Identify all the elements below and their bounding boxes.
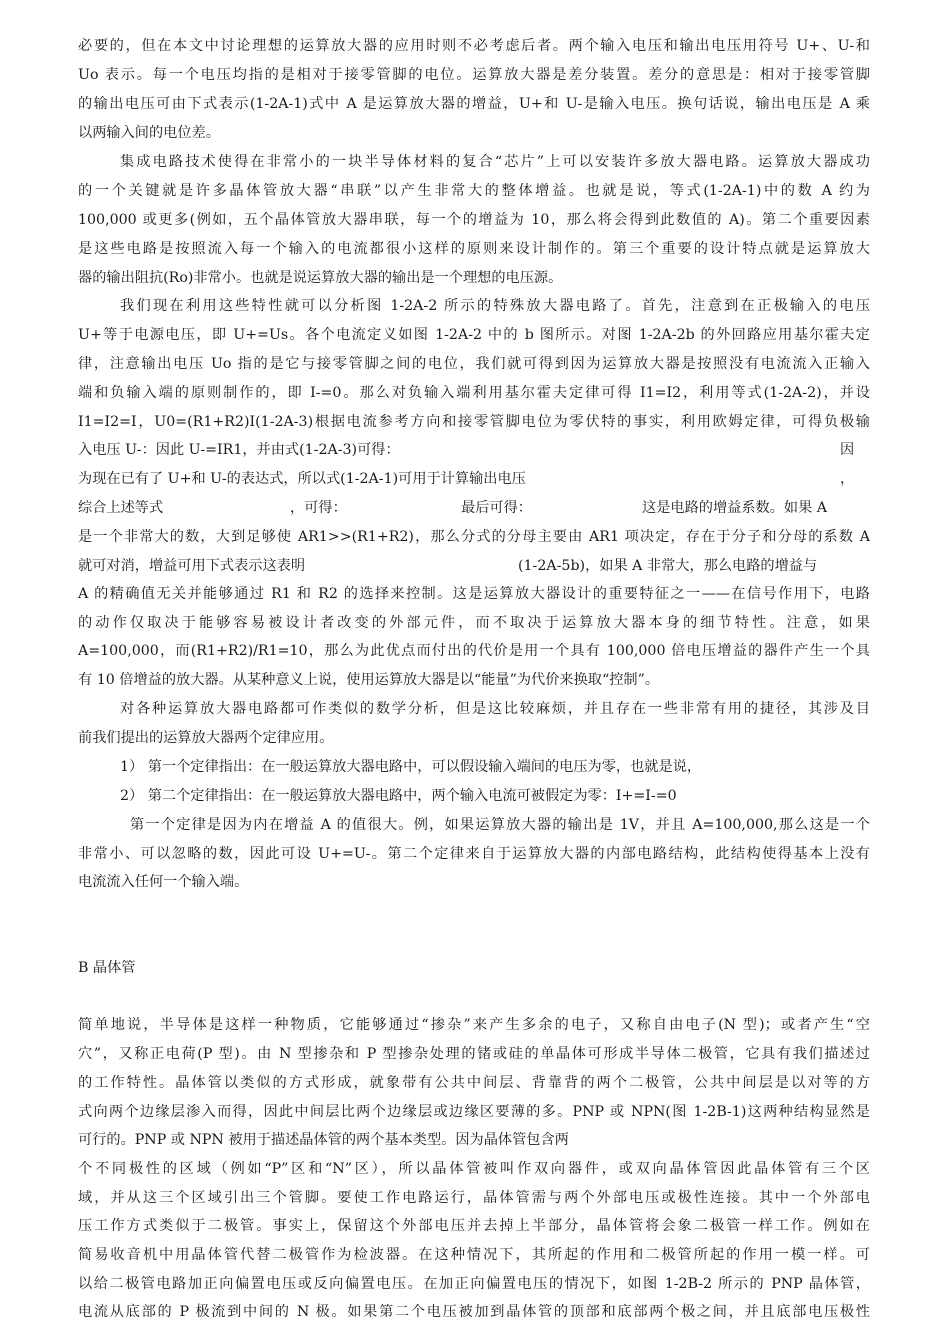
text-line: 是一个非常大的数，大到足够使 AR1>>(R1+R2)，那么分式的分母主要由 AR1 项决定，存在于分子和分母的系数 A <box>78 529 870 545</box>
text-line: 的工作特性。晶体管以类似的方式形成，就象带有公共中间层、背靠背的两个二极管，公共中间层是以对等的方 <box>78 1075 870 1091</box>
text-line: 压工作方式类似于二极管。事实上，保留这个外部电压并去掉上半部分，晶体管将会象二极管一样工作。例如在 <box>78 1218 870 1234</box>
paragraph-start: 第一个定律是因为内在增益 A 的值很大。例，如果运算放大器的输出是 1V，并且 A=100,000,那么这是一个 <box>130 817 870 833</box>
text-line: 前我们提出的运算放大器两个定律应用。 <box>78 730 334 746</box>
paragraph-start: 我们现在利用这些特性就可以分析图 1-2A-2 所示的特殊放大器电路了。首先，注意到在正极输入的电压 <box>120 298 870 314</box>
text-line: 律，注意输出电压 Uo 指的是它与接零管脚之间的电位，我们就可得到因为运算放大器是按照没有电流流入正输入 <box>78 356 870 372</box>
text-line: 电流从底部的 P 极流到中间的 N 极。如果第二个电压被加到晶体管的顶部和底部两个极之间，并且底部电压极性 <box>78 1304 870 1320</box>
section-heading: B 晶体管 <box>78 960 136 976</box>
text-segment: 入电压 U-：因此 U-=IR1，并由式(1-2A-3)可得： <box>78 442 400 458</box>
text-line: 穴”，又称正电荷(P 型)。由 N 型掺杂和 P 型掺杂处理的锗或硅的单晶体可形成半导体二极管，它具有我们描述过 <box>78 1046 870 1062</box>
text-line: 非常小、可以忽略的数，因此可设 U+=U-。第二个定律来自于运算放大器的内部电路结构，此结构使得基本上没有 <box>78 846 870 862</box>
text-line: 电流流入任何一个输入端。 <box>78 874 249 890</box>
list-item-law-2: 2） 第二个定律指出：在一般运算放大器电路中，两个输入电流可被假定为零：I+=I-=0 <box>120 788 677 804</box>
list-item-law-1: 1） 第一个定律指出：在一般运算放大器电路中，可以假设输入端间的电压为零，也就是说， <box>120 759 702 775</box>
text-segment: 最后可得： <box>461 500 532 516</box>
text-line: U+等于电源电压，即 U+=Us。各个电流定义如图 1-2A-2 中的 b 图所示。对图 1-2A-2b 的外回路应用基尔霍夫定 <box>78 327 870 343</box>
text-line: 域，并从这三个区域引出三个管脚。要使工作电路运行，晶体管需与两个外部电压或极性连接。其中一个外部电 <box>78 1190 870 1206</box>
text-line: 端和负输入端的原则制作的，即 I-=0。那么对负输入端利用基尔霍夫定律可得 I1=I2，利用等式(1-2A-2)，并设 <box>78 385 870 401</box>
text-segment: 为现在已有了 U+和 U-的表达式，所以式(1-2A-1)可用于计算输出电压 <box>78 471 526 487</box>
text-line: 以给二极管电路加正向偏置电压或反向偏置电压。在加正向偏置电压的情况下，如图 1-2B-2 所示的 PNP 晶体管， <box>78 1276 870 1292</box>
text-line: A 的精确值无关并能够通过 R1 和 R2 的选择来控制。这是运算放大器设计的重要特征之一——在信号作用下，电路 <box>78 586 870 602</box>
text-line: I1=I2=I，U0=(R1+R2)I(1-2A-3)根据电流参考方向和接零管脚电位为零伏特的事实，利用欧姆定律，可得负极输 <box>78 414 870 430</box>
text-segment: 综合上述等式 <box>78 500 164 516</box>
text-line: A=100,000，而(R1+R2)/R1=10，那么为此优点而付出的代价是用一个具有 100,000 倍电压增益的器件产生一个具 <box>78 643 870 659</box>
text-segment: (1-2A-5b)，如果 A 非常大，那么电路的增益与 <box>518 558 818 574</box>
text-line <box>78 469 870 489</box>
text-segment: 因 <box>840 442 855 458</box>
text-line: 个不同极性的区域（例如“P”区和“N”区），所以晶体管被叫作双向器件，或双向晶体管因此晶体管有三个区 <box>78 1161 870 1177</box>
text-line: 的输出电压可由下式表示(1-2A-1)式中 A 是运算放大器的增益，U+和 U-是输入电压。换句话说，输出电压是 A 乘 <box>78 96 870 112</box>
text-segment: 这是电路的增益系数。如果 A <box>642 500 828 516</box>
paragraph-start: 对各种运算放大器电路都可作类似的数学分析，但是这比较麻烦，并且存在一些非常有用的捷径，其涉及目 <box>120 701 870 717</box>
text-line: 的动作仅取决于能够容易被设计者改变的外部元件，而不取决于运算放大器本身的细节特性。注意，如果 <box>78 615 870 631</box>
text-line: 器的输出阻抗(Ro)非常小。也就是说运算放大器的输出是一个理想的电压源。 <box>78 270 563 286</box>
text-segment: ，可得： <box>290 500 347 516</box>
text-line: 是这些电路是按照流入每一个输入的电流都很小这样的原则来设计制作的。第三个重要的设计特点就是运算放大 <box>78 241 870 257</box>
text-line: 必要的，但在本文中讨论理想的运算放大器的应用时则不必考虑后者。两个输入电压和输出电压用符号 U+、U-和 <box>78 38 870 54</box>
text-line: 简单地说，半导体是这样一种物质，它能够通过“掺杂”来产生多余的电子，又称自由电子(N 型)；或者产生“空 <box>78 1017 870 1033</box>
text-line: 100,000 或更多(例如，五个晶体管放大器串联，每一个的增益为 10，那么将会得到此数值的 A)。第二个重要因素 <box>78 212 870 228</box>
text-line: 可行的。PNP 或 NPN 被用于描述晶体管的两个基本类型。因为晶体管包含两 <box>78 1132 569 1148</box>
paragraph-start: 集成电路技术使得在非常小的一块半导体材料的复合“芯片”上可以安装许多放大器电路。运算放大器成功 <box>120 154 870 170</box>
text-segment: 就可对消，增益可用下式表示这表明 <box>78 558 306 574</box>
text-line: 有 10 倍增益的放大器。从某种意义上说，使用运算放大器是以“能量”为代价来换取“控制”。 <box>78 672 660 688</box>
text-segment: ， <box>840 471 855 487</box>
text-line: 以两输入间的电位差。 <box>78 125 220 141</box>
text-line <box>78 556 870 576</box>
text-line <box>78 440 870 460</box>
text-line: 简易收音机中用晶体管代替二极管作为检波器。在这种情况下，其所起的作用和二极管所起的作用一模一样。可 <box>78 1247 870 1263</box>
text-line <box>78 498 870 518</box>
text-line: 式向两个边缘层渗入而得，因此中间层比两个边缘层或边缘区要薄的多。PNP 或 NPN(图 1-2B-1)这两种结构显然是 <box>78 1104 870 1120</box>
text-line: 的一个关键就是许多晶体管放大器“串联”以产生非常大的整体增益。也就是说，等式(1-2A-1)中的数 A 约为 <box>78 183 870 199</box>
text-line: Uo 表示。每一个电压均指的是相对于接零管脚的电位。运算放大器是差分装置。差分的意思是：相对于接零管脚 <box>78 67 870 83</box>
